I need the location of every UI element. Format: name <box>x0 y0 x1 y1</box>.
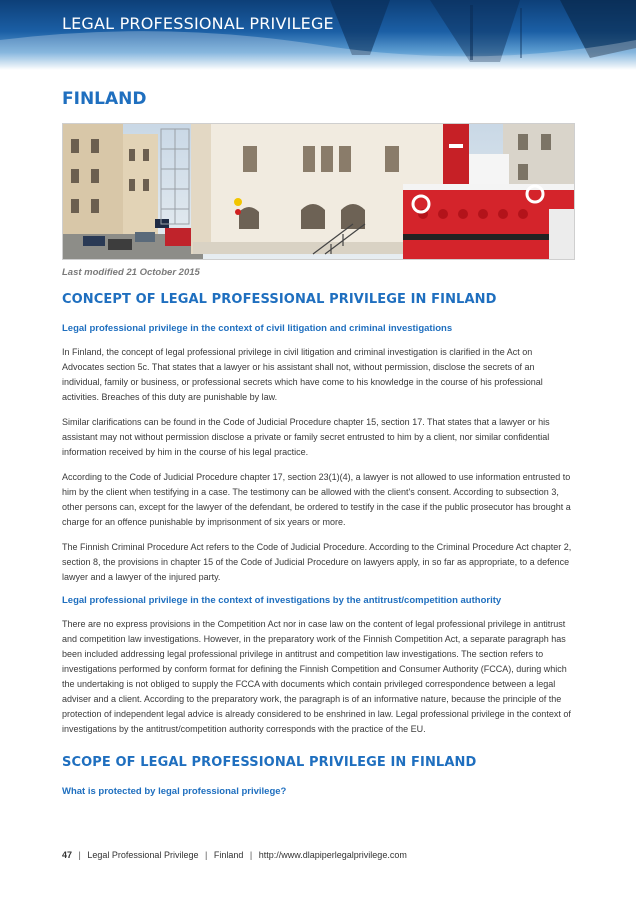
last-modified: Last modified 21 October 2015 <box>62 267 200 278</box>
paragraph: Similar clarifications can be found in the Code of Judicial Procedure chapter 15, section 17. That states that a lawyer or his assistant may not without permission disclose a private or family secret entrusted to him by a client, nor similar confidential information received by him in the course of his legal practice. <box>62 417 550 457</box>
paragraph: In Finland, the concept of legal professional privilege in civil litigation and criminal investigation is clarified in the Act on Advocates section 5c. That states that a lawyer or his assistant shall not, without permission, disclose the secrets of an individual, family or business, or professional secrets which have come to his knowledge in the course of his professional activities. Breaches of this duty are punishable by law. <box>62 347 543 402</box>
page-footer <box>62 850 407 860</box>
page-number: 47 <box>62 850 73 860</box>
main-content <box>62 292 573 808</box>
paragraph: According to the Code of Judicial Procedure chapter 17, section 23(1)(4), a lawyer is not allowed to use information entrusted to him by the client when testifying in a case. The testimony can be allowed with the client's consent. According to subsection 3, other persons can, except for the lawyer of the defendant, be ordered to testify in the case if the public prosecutor has brought a charge for an offence punishable by imprisonment of six years or more. <box>62 472 571 527</box>
subheading-antitrust: Legal professional privilege in the context of investigations by the antitrust/competition authority <box>62 595 502 606</box>
footer-doc-title: Legal Professional Privilege <box>87 850 199 860</box>
section-heading-scope: SCOPE OF LEGAL PROFESSIONAL PRIVILEGE IN FINLAND <box>62 755 477 770</box>
footer-country: Finland <box>213 850 244 860</box>
street-harbour-photo-icon <box>63 124 574 259</box>
footer-separator: | <box>78 850 81 860</box>
footer-separator: | <box>249 850 253 860</box>
footer-separator: | <box>204 850 208 860</box>
paragraph: The Finnish Criminal Procedure Act refers to the Code of Judicial Procedure. According to the Criminal Procedure Act chapter 2, section 8, the provisions in chapter 15 of the Code of Judicial Procedure on lawyers apply, in so far as appropriate, to a defence lawyer and a lawyer of the injured party. <box>62 542 572 582</box>
country-title: FINLAND <box>62 89 147 109</box>
subheading-civil-criminal: Legal professional privilege in the context of civil litigation and criminal investigations <box>62 323 453 334</box>
footer-url-link[interactable]: http://www.dlapiperlegalprivilege.com <box>258 850 407 860</box>
banner-title: LEGAL PROFESSIONAL PRIVILEGE <box>62 14 334 33</box>
header-banner <box>0 0 636 70</box>
subheading-what-protected: What is protected by legal professional privilege? <box>62 786 287 797</box>
paragraph: There are no express provisions in the Competition Act nor in case law on the content of legal professional privilege in antitrust and competition law investigations. However, in the preparatory work of the Finnish Competition Act, a separate paragraph has been included addressing legal professional privilege in antitrust and competition law investigations. The section refers to investigations performed by conform format for defining the Finnish Competition and Consumer Authority (FCCA), during which the undertaking is not obliged to supply the FCCA with documents which contain privileged correspondence between a legal adviser and a client. According to the preparatory work, the paragraph is of an informative nature, because the principle of the protection of independent legal advice is already considered to be enshrined in law. Legal professional privilege in the context of investigations by the antitrust/competition authority corresponds with the practice of the EU. <box>62 619 571 734</box>
header-photo <box>62 123 575 260</box>
banner-graphic <box>0 0 636 70</box>
section-heading-concept: CONCEPT OF LEGAL PROFESSIONAL PRIVILEGE IN FINLAND <box>62 292 497 307</box>
